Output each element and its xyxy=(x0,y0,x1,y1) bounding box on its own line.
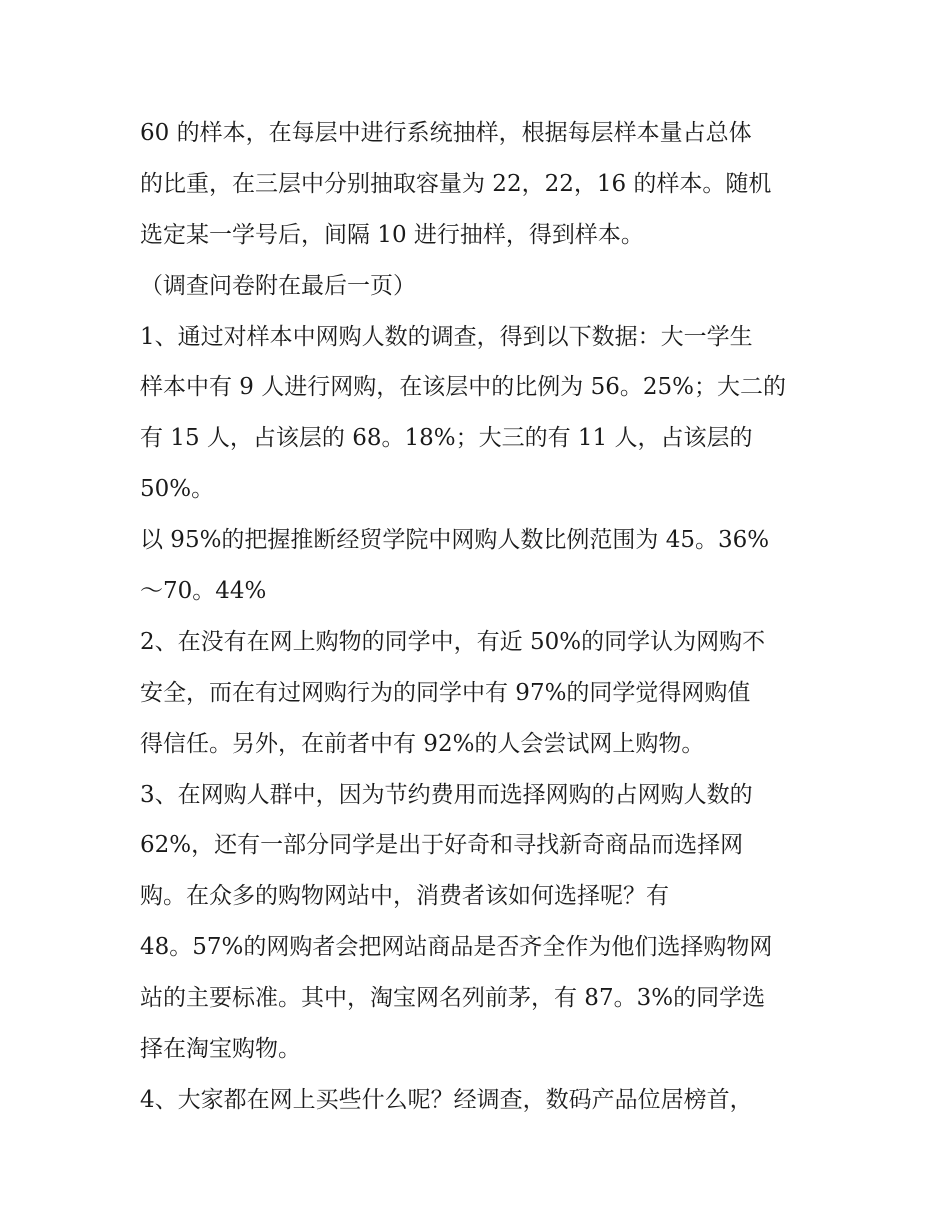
text-line: （调查问卷附在最后一页） xyxy=(140,272,416,299)
text-line: 站的主要标准。其中，淘宝网名列前茅，有 87。3%的同学选 xyxy=(140,985,766,1012)
text-line: 得信任。另外，在前者中有 92%的人会尝试网上购物。 xyxy=(140,730,705,757)
text-line: 购。在众多的购物网站中，消费者该如何选择呢？有 xyxy=(140,883,669,910)
text-line: 4、大家都在网上买些什么呢？经调查，数码产品位居榜首， xyxy=(140,1086,753,1113)
text-line: 选定某一学号后，间隔 10 进行抽样，得到样本。 xyxy=(140,221,644,248)
text-line: 的比重，在三层中分别抽取容量为 22，22，16 的样本。随机 xyxy=(140,170,772,197)
text-line: 60 的样本，在每层中进行系统抽样，根据每层样本量占总体 xyxy=(140,120,752,146)
text-line: 50%。 xyxy=(140,476,215,503)
text-line: 1、通过对样本中网购人数的调查，得到以下数据：大一学生 xyxy=(140,323,753,350)
body-text xyxy=(140,108,820,1126)
text-line: 以 95%的把握推断经贸学院中网购人数比例范围为 45。36% xyxy=(140,527,770,554)
text-line: ～70。44% xyxy=(140,578,267,605)
text-line: 3、在网购人群中，因为节约费用而选择网购的占网购人数的 xyxy=(140,781,753,808)
text-line: 62%，还有一部分同学是出于好奇和寻找新奇商品而选择网 xyxy=(140,832,744,859)
text-line: 安全，而在有过网购行为的同学中有 97%的同学觉得网购值 xyxy=(140,679,751,706)
text-line: 2、在没有在网上购物的同学中，有近 50%的同学认为网购不 xyxy=(140,628,766,655)
text-line: 48。57%的网购者会把网站商品是否齐全作为他们选择购物网 xyxy=(140,934,773,961)
text-line: 择在淘宝购物。 xyxy=(140,1036,301,1063)
text-line: 样本中有 9 人进行网购，在该层中的比例为 56。25%；大二的 xyxy=(140,374,786,401)
text-line: 有 15 人，占该层的 68。18%；大三的有 11 人，占该层的 xyxy=(140,425,753,452)
